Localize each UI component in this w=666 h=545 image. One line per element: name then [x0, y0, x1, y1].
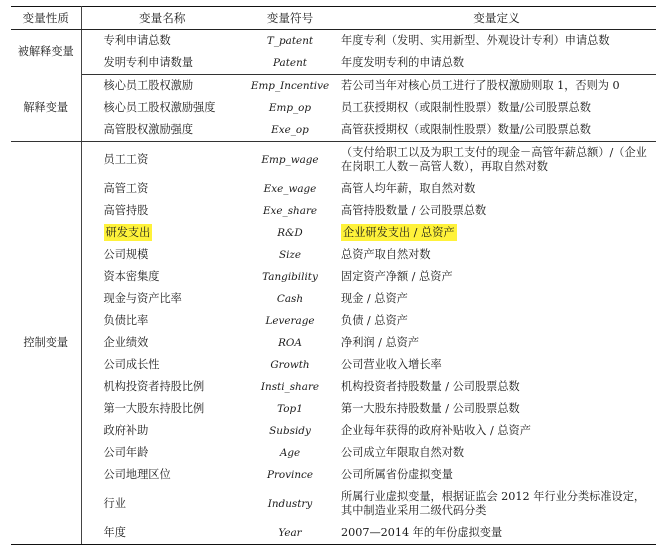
variable-symbol: Emp_Incentive — [250, 80, 330, 92]
variable-name: 高管工资 — [103, 182, 149, 195]
variable-symbol: Exe_op — [243, 119, 337, 142]
variable-name: 核心员工股权激励强度 — [103, 101, 216, 114]
variable-name: 年度 — [81, 522, 243, 545]
highlighted-variable-name: 研发支出 — [105, 226, 151, 239]
variable-name: 现金与资产比率 — [103, 292, 182, 305]
variable-definition: 第一大股东持股数量 / 公司股票总数 — [341, 402, 520, 415]
variable-symbol: Insti_share — [260, 381, 320, 393]
table-row — [11, 310, 656, 332]
variable-name: 资本密集度 — [103, 270, 160, 283]
variable-definition-table — [11, 6, 656, 545]
variable-name: 企业绩效 — [103, 336, 149, 349]
variable-symbol: Emp_wage — [261, 154, 319, 166]
variable-name: 高管股权激励强度 — [81, 119, 243, 142]
variable-name: 公司成长性 — [103, 358, 160, 371]
category-control: 控制变量 — [11, 142, 81, 545]
variable-definition: 员工获授期权（或限制性股票）数量/公司股票总数 — [341, 101, 591, 114]
table-row — [11, 398, 656, 420]
table-row — [11, 97, 656, 119]
table-row — [11, 288, 656, 310]
variable-symbol: R&D — [277, 227, 303, 239]
variable-name: 公司规模 — [103, 248, 149, 261]
variable-symbol: Province — [266, 469, 314, 481]
table-row — [11, 52, 656, 75]
variable-definition: 总资产取自然对数 — [341, 248, 431, 261]
table-row — [11, 376, 656, 398]
header-variable-symbol: 变量符号 — [243, 7, 337, 30]
table-row-highlighted — [11, 222, 656, 244]
variable-symbol: Subsidy — [269, 425, 311, 437]
variable-name: 政府补助 — [103, 424, 149, 437]
table-row — [11, 200, 656, 222]
variable-definition: 高管人均年薪，取自然对数 — [341, 182, 476, 195]
variable-definition: 高管获授期权（或限制性股票）数量/公司股票总数 — [337, 119, 656, 142]
table-row — [11, 464, 656, 486]
variable-symbol: Leverage — [265, 315, 315, 327]
variable-definition: 净利润 / 总资产 — [341, 336, 420, 349]
variable-definition: 年度发明专利的申请总数 — [337, 52, 656, 75]
header-variable-nature: 变量性质 — [11, 7, 81, 30]
variable-name: 发明专利申请数量 — [81, 52, 243, 75]
variable-name: 行业 — [103, 497, 126, 510]
variable-definition: 高管持股数量 / 公司股票总数 — [341, 204, 487, 217]
variable-name: 公司年龄 — [103, 446, 149, 459]
variable-definition: 公司营业收入增长率 — [341, 358, 442, 371]
variable-definition: 固定资产净额 / 总资产 — [341, 270, 453, 283]
variable-definition: 公司所属省份虚拟变量 — [341, 468, 453, 481]
category-explanatory: 解释变量 — [11, 75, 81, 142]
table-row — [11, 420, 656, 442]
variable-name: 第一大股东持股比例 — [103, 402, 205, 415]
table-row — [11, 486, 656, 522]
variable-definition: 若公司当年对核心员工进行了股权激励则取 1，否则为 0 — [341, 79, 620, 92]
header-variable-definition: 变量定义 — [337, 7, 656, 30]
variable-symbol: Exe_share — [262, 205, 318, 217]
variable-symbol: ROA — [278, 337, 302, 349]
variable-symbol: Emp_op — [268, 102, 312, 114]
variable-symbol: Cash — [276, 293, 304, 305]
variable-symbol: Top1 — [277, 403, 303, 415]
variable-symbol: Tangibility — [262, 271, 318, 283]
table-row — [11, 30, 656, 53]
variable-symbol: Growth — [270, 359, 310, 371]
variable-symbol: Exe_wage — [263, 183, 317, 195]
variable-definition: 负债 / 总资产 — [341, 314, 408, 327]
variable-definition: 年度专利（发明、实用新型、外观设计专利）申请总数 — [341, 34, 610, 47]
variable-symbol: Patent — [243, 52, 337, 75]
table-row — [11, 119, 656, 142]
table-row — [11, 75, 656, 98]
variable-name: 核心员工股权激励 — [103, 79, 194, 92]
variable-name: 高管持股 — [103, 204, 149, 217]
variable-definition: 2007—2014 年的年份虚拟变量 — [337, 522, 656, 545]
variable-symbol: Size — [278, 249, 302, 261]
variable-definition: 所属行业虚拟变量，根据证监会 2012 年行业分类标准设定，其中制造业采用二级代码分类 — [341, 490, 646, 517]
variable-symbol: Age — [279, 447, 301, 459]
variable-name: 员工工资 — [103, 153, 149, 166]
variable-definition: 机构投资者持股数量 / 公司股票总数 — [341, 380, 520, 393]
category-dependent: 被解释变量 — [11, 30, 81, 75]
variable-name: 公司地理区位 — [103, 468, 171, 481]
variable-symbol: T_patent — [266, 35, 314, 47]
table-row — [11, 266, 656, 288]
variable-name: 负债比率 — [103, 314, 149, 327]
table-row — [11, 178, 656, 200]
highlighted-variable-definition: 企业研发支出 / 总资产 — [343, 226, 455, 239]
variables-table — [11, 6, 656, 545]
table-row — [11, 142, 656, 179]
variable-symbol: Industry — [267, 498, 313, 510]
header-variable-name: 变量名称 — [81, 7, 243, 30]
table-row — [11, 332, 656, 354]
variable-name: 机构投资者持股比例 — [103, 380, 205, 393]
table-row — [11, 244, 656, 266]
variable-symbol: Year — [243, 522, 337, 545]
variable-name: 专利申请总数 — [103, 34, 171, 47]
table-row — [11, 354, 656, 376]
variable-definition: 现金 / 总资产 — [341, 292, 408, 305]
variable-definition: 公司成立年限取自然对数 — [341, 446, 465, 459]
table-row — [11, 522, 656, 545]
table-row — [11, 442, 656, 464]
variable-definition: （支付给职工以及为职工支付的现金－高管年薪总额）/（企业在岗职工人数－高管人数），再取自然对数 — [341, 146, 647, 173]
variable-definition: 企业每年获得的政府补贴收入 / 总资产 — [341, 424, 531, 437]
header-row — [11, 7, 656, 30]
